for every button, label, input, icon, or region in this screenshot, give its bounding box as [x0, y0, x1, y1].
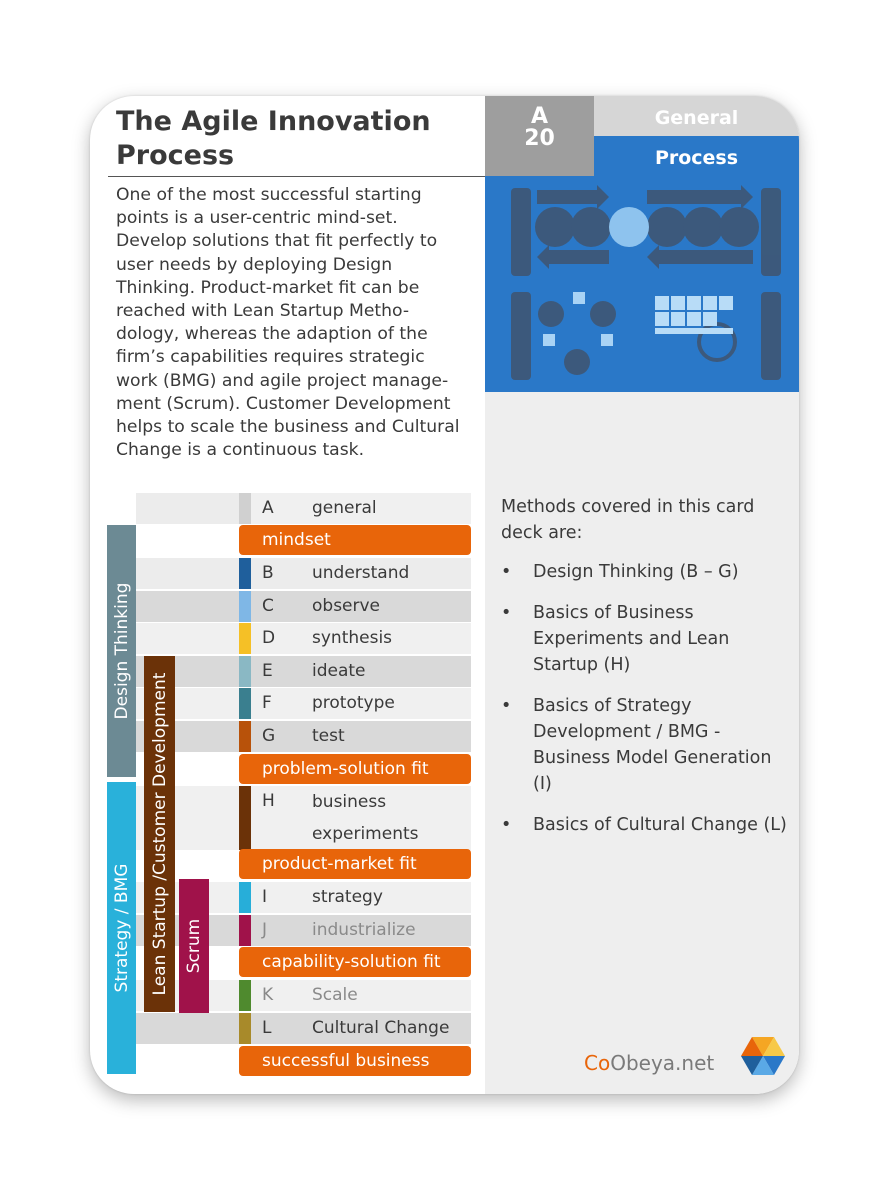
card-title: The Agile Innovation Process [116, 106, 431, 171]
method-item [501, 693, 791, 797]
step-color-swatch [239, 656, 251, 687]
step-label-continued: experiments [312, 824, 419, 844]
step-label: Cultural Change [312, 1018, 450, 1038]
step-color-swatch [239, 786, 251, 850]
track-strategy-bmg-label: Strategy / BMG [111, 863, 132, 993]
track-scrum-label: Scrum [184, 918, 204, 974]
step-label: business [312, 792, 387, 812]
card-code-number: 20 [524, 126, 555, 151]
track-scrum [179, 879, 209, 1013]
process-row [136, 656, 471, 687]
method-item-text: Basics of Strategy Development / BMG - Business Model Generation (I) [533, 696, 772, 794]
step-letter: A [262, 498, 274, 518]
step-label: prototype [312, 693, 395, 713]
step-letter: B [262, 563, 274, 583]
process-row [136, 558, 471, 589]
process-row [136, 623, 471, 654]
milestone-capability-solution-fit: capability-solution fit [239, 947, 471, 977]
step-letter: D [262, 628, 276, 648]
method-item-text: Basics of Cultural Change (L) [533, 815, 787, 835]
step-color-swatch [239, 688, 251, 719]
step-color-swatch [239, 558, 251, 589]
bullet-icon: • [501, 562, 512, 582]
method-item-text: Basics of Business Experiments and Lean Startup (H) [533, 603, 730, 675]
step-label: Scale [312, 985, 358, 1005]
step-color-swatch [239, 623, 251, 654]
milestone-product-market-fit: product-market fit [239, 849, 471, 879]
track-lean-startup-label: Lean Startup /Customer Development [149, 672, 170, 996]
methods-list [501, 494, 791, 853]
title-divider [108, 176, 485, 177]
process-row [136, 493, 471, 524]
method-item [501, 812, 791, 838]
process-row [136, 1013, 471, 1044]
step-letter: L [262, 1018, 272, 1038]
bullet-icon: • [501, 603, 512, 623]
step-label: industrialize [312, 920, 416, 940]
brand-suffix: Obeya.net [610, 1051, 715, 1075]
step-label: understand [312, 563, 410, 583]
process-row [136, 786, 471, 850]
process-row [136, 591, 471, 622]
step-label: observe [312, 596, 381, 616]
hexagon-logo-icon [741, 1036, 785, 1076]
method-item [501, 559, 791, 585]
bullet-icon: • [501, 815, 512, 835]
category-label: General [594, 96, 799, 136]
step-label: synthesis [312, 628, 393, 648]
milestone-mindset: mindset [239, 525, 471, 555]
process-loop-illustration [485, 176, 799, 392]
step-letter: K [262, 985, 274, 1005]
card-code-letter: A [530, 104, 549, 129]
step-label: general [312, 498, 377, 518]
step-color-swatch [239, 980, 251, 1011]
step-letter: F [262, 693, 272, 713]
milestone-successful-business: successful business [239, 1046, 471, 1076]
subcategory-label: Process [594, 136, 799, 176]
step-letter: H [262, 791, 275, 811]
method-item-text: Design Thinking (B – G) [533, 562, 739, 582]
track-strategy-bmg [107, 782, 136, 1074]
track-design-thinking-label: Design Thinking [111, 582, 132, 720]
method-item [501, 600, 791, 678]
step-letter: I [262, 887, 268, 907]
milestone-problem-solution-fit: problem-solution fit [239, 754, 471, 784]
card-code [485, 96, 594, 176]
process-row [136, 721, 471, 752]
step-letter: E [262, 661, 273, 681]
step-color-swatch [239, 1013, 251, 1044]
step-color-swatch [239, 721, 251, 752]
step-letter: J [262, 920, 268, 940]
step-letter: G [262, 726, 276, 746]
step-label: strategy [312, 887, 383, 907]
brand-prefix: Co [584, 1051, 611, 1075]
track-lean-startup [144, 656, 175, 1012]
track-design-thinking [107, 525, 136, 777]
card-description: One of the most successful starting points is a user-centric mind-set. Develop solutions that fit perfectly to user needs by deploying Design Thinking. Product-market fit can be reached with Lean Startup Metho-dology, whereas the adaption of the firm’s capabilities requires strategic work (BMG) and agile project manage-ment (Scrum). Customer Development helps to scale the business and Cultural Change is a continuous task. [116, 185, 460, 461]
step-label: ideate [312, 661, 366, 681]
step-letter: C [262, 596, 274, 616]
step-color-swatch [239, 493, 251, 524]
bullet-icon: • [501, 696, 512, 716]
step-color-swatch [239, 882, 251, 913]
methods-intro: Methods covered in this card deck are: [501, 497, 755, 543]
step-label: test [312, 726, 345, 746]
process-row [136, 688, 471, 719]
brand-logo-text [584, 1051, 714, 1075]
step-color-swatch [239, 591, 251, 622]
step-color-swatch [239, 915, 251, 946]
method-card [90, 96, 799, 1094]
